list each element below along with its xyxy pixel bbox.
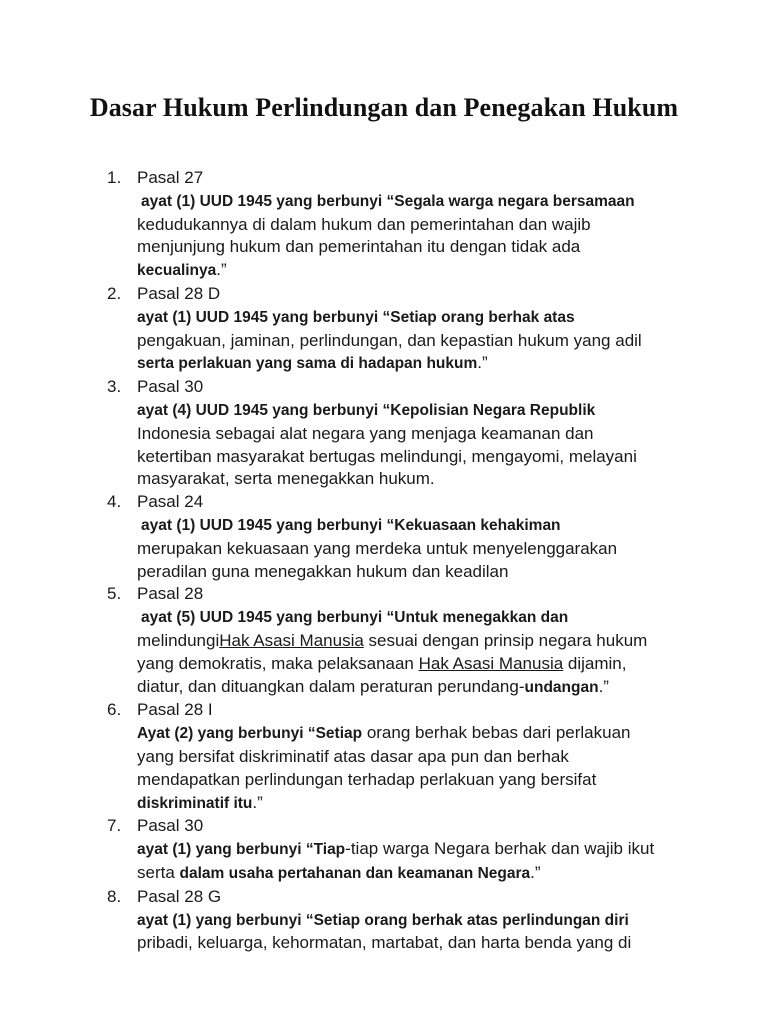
text-line <box>137 838 707 862</box>
text-segment: kecualinya <box>137 262 217 280</box>
article-heading: Pasal 30 <box>137 816 204 836</box>
article-text <box>137 606 707 699</box>
article-text <box>137 306 707 376</box>
text-segment: ketertiban masyarakat bertugas melindungi, mengayomi, melayani <box>137 446 637 466</box>
article-list <box>107 167 707 955</box>
text-line <box>137 606 707 630</box>
text-segment: ayat (5) UUD 1945 yang berbunyi “Untuk menegakkan dan <box>141 609 569 627</box>
text-segment: Indonesia sebagai alat negara yang menjaga keamanan dan <box>137 423 594 443</box>
list-number: 6. <box>107 700 122 720</box>
article-text <box>137 190 707 283</box>
article-heading: Pasal 28 <box>137 584 204 604</box>
text-segment: melindungi <box>137 630 220 650</box>
text-line <box>137 538 707 561</box>
text-line <box>137 352 707 376</box>
list-item <box>107 583 707 699</box>
text-line <box>137 630 707 653</box>
list-number: 3. <box>107 377 122 397</box>
hak-asasi-manusia-link[interactable]: Hak Asasi Manusia <box>418 653 564 673</box>
text-segment: ayat (1) yang berbunyi “Tiap <box>137 841 346 859</box>
text-segment: .” <box>598 676 609 696</box>
text-line <box>137 190 707 214</box>
article-heading: Pasal 27 <box>137 168 204 187</box>
text-segment: ayat (1) UUD 1945 yang berbunyi “Setiap orang berhak atas <box>137 308 575 326</box>
list-number: 1. <box>107 168 122 187</box>
text-line <box>137 259 707 283</box>
text-segment: diskriminatif itu <box>137 794 253 812</box>
text-line <box>137 214 707 237</box>
text-segment: dijamin, <box>563 653 627 673</box>
text-line <box>137 932 707 955</box>
text-segment: yang demokratis, maka pelaksanaan <box>137 653 419 673</box>
text-segment: serta perlakuan yang sama di hadapan hukum <box>137 355 478 373</box>
list-item <box>107 886 707 955</box>
list-item <box>107 283 707 376</box>
text-line <box>137 653 707 676</box>
text-segment: pengakuan, jaminan, perlindungan, dan kepastian hukum yang adil <box>137 330 642 350</box>
list-item <box>107 699 707 815</box>
text-segment: .” <box>216 260 227 280</box>
text-line <box>137 399 707 423</box>
text-segment: ayat (1) yang berbunyi “Setiap orang berhak atas perlindungan diri <box>137 911 629 929</box>
list-number: 7. <box>107 816 122 836</box>
text-line <box>137 514 707 538</box>
text-segment: -tiap warga Negara berhak dan wajib ikut <box>345 839 655 859</box>
list-item <box>107 167 707 283</box>
article-heading: Pasal 28 G <box>137 886 222 906</box>
text-line <box>137 722 707 746</box>
article-heading: Pasal 30 <box>137 377 204 397</box>
text-line <box>137 769 707 792</box>
list-number: 2. <box>107 283 122 303</box>
text-segment: .” <box>252 792 263 812</box>
article-heading: Pasal 28 I <box>137 700 213 720</box>
text-line <box>137 423 707 446</box>
article-heading: Pasal 28 D <box>137 283 221 303</box>
text-segment: serta <box>137 862 180 882</box>
hak-asasi-manusia-link[interactable]: Hak Asasi Manusia <box>219 630 364 650</box>
text-segment: ayat (1) UUD 1945 yang berbunyi “Segala warga negara bersamaan <box>141 192 635 210</box>
text-segment: diatur, dan dituangkan dalam peraturan perundang- <box>137 676 525 696</box>
text-line <box>137 446 707 469</box>
text-line <box>137 306 707 330</box>
text-line <box>137 561 707 584</box>
text-segment: Ayat (2) yang berbunyi “Setiap <box>137 725 363 743</box>
text-segment: undangan <box>524 678 599 696</box>
text-line <box>137 746 707 769</box>
text-segment: merupakan kekuasaan yang merdeka untuk menyelenggarakan <box>137 538 618 558</box>
article-text <box>137 838 707 886</box>
text-segment: .” <box>530 862 541 882</box>
text-line <box>137 909 707 933</box>
text-segment: sesuai dengan prinsip negara hukum <box>363 630 648 650</box>
article-text <box>137 514 707 583</box>
text-segment: orang berhak bebas dari perlakuan <box>362 723 631 743</box>
text-segment: yang bersifat diskriminatif atas dasar apa pun dan berhak <box>137 746 569 766</box>
text-line <box>137 236 707 259</box>
text-line <box>137 676 707 700</box>
text-line <box>137 792 707 816</box>
text-segment: peradilan guna menegakkan hukum dan keadilan <box>137 561 509 581</box>
text-segment: pribadi, keluarga, kehormatan, martabat, dan harta benda yang di <box>137 933 632 953</box>
article-text <box>137 399 707 491</box>
text-line <box>137 330 707 353</box>
text-segment: kedudukannya di dalam hukum dan pemerintahan dan wajib <box>137 214 591 234</box>
article-text <box>137 909 707 956</box>
text-line <box>137 468 707 491</box>
list-item <box>107 491 707 583</box>
list-number: 5. <box>107 584 122 604</box>
article-text <box>137 722 707 815</box>
text-segment: dalam usaha pertahanan dan keamanan Negara <box>179 864 531 882</box>
list-number: 4. <box>107 492 122 512</box>
text-segment: ayat (4) UUD 1945 yang berbunyi “Kepolisian Negara Republik <box>137 401 596 419</box>
list-item <box>107 376 707 491</box>
text-line <box>137 862 707 886</box>
list-item <box>107 815 707 885</box>
list-number: 8. <box>107 886 122 906</box>
text-segment: mendapatkan perlindungan terhadap perlakuan yang bersifat <box>137 769 597 789</box>
text-segment: masyarakat, serta menegakkan hukum. <box>137 469 435 489</box>
text-segment: ayat (1) UUD 1945 yang berbunyi “Kekuasaan kehakiman <box>141 516 561 534</box>
text-segment: menjunjung hukum dan pemerintahan itu dengan tidak ada <box>137 237 581 257</box>
page-title: Dasar Hukum Perlindungan dan Penegakan Hukum <box>89 93 679 122</box>
text-segment: .” <box>477 353 488 373</box>
article-heading: Pasal 24 <box>137 492 204 512</box>
